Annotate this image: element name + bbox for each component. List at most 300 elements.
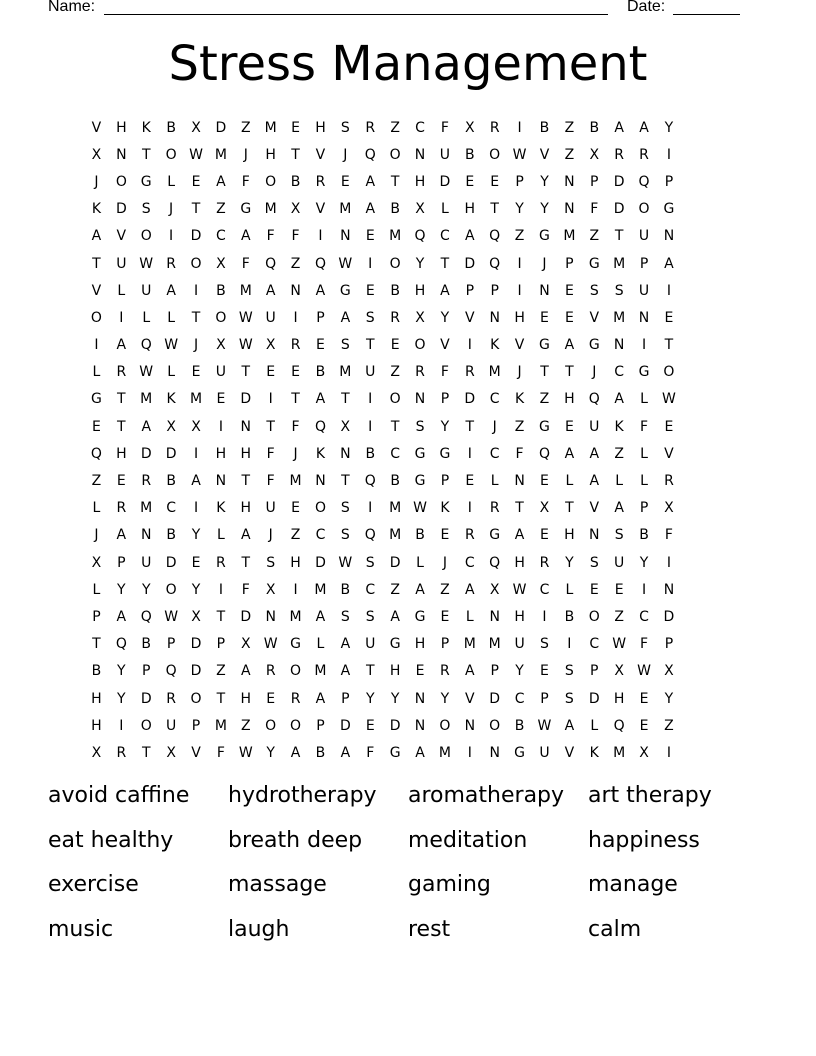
grid-letter: A xyxy=(415,744,425,761)
grid-letter: C xyxy=(365,581,376,598)
date-blank-line xyxy=(673,14,740,15)
grid-letter: A xyxy=(315,608,326,625)
grid-letter: J xyxy=(243,146,248,163)
grid-letter: O xyxy=(389,255,401,272)
grid-letter: S xyxy=(614,527,624,544)
word-bank-item: avoid caffine xyxy=(48,783,190,808)
grid-letter: S xyxy=(365,554,375,571)
grid-letter: A xyxy=(365,173,376,190)
grid-letter: M xyxy=(140,391,153,408)
grid-letter: I xyxy=(268,391,273,408)
grid-letter: T xyxy=(291,146,300,163)
grid-letter: W xyxy=(139,255,154,272)
grid-letter: W xyxy=(662,391,676,408)
grid-letter: Q xyxy=(140,608,152,625)
grid-letter: H xyxy=(265,146,276,163)
grid-letter: E xyxy=(564,418,574,435)
grid-letter: A xyxy=(415,581,425,598)
grid-letter: W xyxy=(612,636,627,653)
grid-letter: H xyxy=(290,554,301,571)
grid-letter: P xyxy=(490,282,499,299)
grid-letter: S xyxy=(340,337,350,354)
grid-letter: Y xyxy=(664,119,674,136)
grid-letter: C xyxy=(489,445,500,462)
grid-letter: R xyxy=(440,663,450,680)
grid-letter: T xyxy=(540,364,549,381)
grid-letter: M xyxy=(214,146,227,163)
grid-letter: S xyxy=(589,554,599,571)
grid-letter: O xyxy=(115,173,127,190)
grid-letter: M xyxy=(613,744,626,761)
grid-letter: I xyxy=(218,418,223,435)
grid-letter: Q xyxy=(638,173,650,190)
grid-letter: W xyxy=(189,146,203,163)
grid-letter: Y xyxy=(191,581,201,598)
grid-row xyxy=(84,413,732,440)
grid-letter: V xyxy=(440,337,450,354)
grid-letter: Q xyxy=(364,527,376,544)
grid-letter: D xyxy=(389,717,401,734)
grid-letter: Q xyxy=(613,717,625,734)
grid-letter: M xyxy=(389,527,402,544)
grid-letter: W xyxy=(338,554,353,571)
grid-letter: Z xyxy=(240,717,251,734)
grid-letter: A xyxy=(315,690,326,707)
grid-letter: S xyxy=(340,527,350,544)
grid-letter: G xyxy=(489,527,501,544)
grid-letter: P xyxy=(639,500,649,517)
grid-letter: P xyxy=(465,282,475,299)
grid-letter: L xyxy=(615,473,624,490)
grid-letter: Y xyxy=(440,690,450,707)
grid-letter: F xyxy=(266,445,275,462)
grid-letter: U xyxy=(514,636,525,653)
grid-letter: D xyxy=(489,690,501,707)
grid-letter: L xyxy=(316,636,325,653)
grid-letter: R xyxy=(166,690,176,707)
grid-letter: H xyxy=(514,608,525,625)
grid-letter: M xyxy=(339,364,352,381)
grid-letter: V xyxy=(465,309,475,326)
grid-letter: A xyxy=(241,527,251,544)
grid-letter: E xyxy=(465,173,475,190)
grid-letter: S xyxy=(540,636,549,653)
grid-letter: Y xyxy=(415,255,425,272)
grid-letter: F xyxy=(216,744,225,761)
grid-letter: X xyxy=(91,146,102,163)
grid-letter: K xyxy=(315,445,326,462)
grid-letter: I xyxy=(666,282,671,299)
grid-letter: A xyxy=(614,500,624,517)
grid-letter: K xyxy=(216,500,226,517)
grid-row xyxy=(84,196,732,223)
grid-letter: E xyxy=(291,364,300,381)
name-blank-line xyxy=(104,14,608,15)
grid-letter: X xyxy=(589,146,600,163)
grid-letter: F xyxy=(291,418,300,435)
grid-letter: V xyxy=(315,146,326,163)
grid-letter: L xyxy=(565,473,574,490)
grid-letter: C xyxy=(489,391,500,408)
grid-letter: E xyxy=(540,473,549,490)
grid-letter: G xyxy=(290,636,301,653)
grid-letter: A xyxy=(315,391,326,408)
grid-letter: P xyxy=(440,636,450,653)
grid-letter: E xyxy=(564,282,574,299)
grid-letter: I xyxy=(666,146,671,163)
grid-letter: A xyxy=(141,418,152,435)
grid-letter: F xyxy=(241,255,250,272)
word-bank-item: calm xyxy=(588,916,642,942)
grid-letter: N xyxy=(116,146,127,163)
word-bank-item: gaming xyxy=(408,872,491,897)
grid-letter: G xyxy=(414,608,426,625)
grid-letter: N xyxy=(489,608,500,625)
grid-letter: J xyxy=(343,146,348,163)
word-bank-item: meditation xyxy=(408,827,528,853)
grid-letter: O xyxy=(663,364,675,381)
grid-letter: V xyxy=(465,690,475,707)
grid-letter: B xyxy=(315,744,326,761)
grid-letter: M xyxy=(189,391,203,408)
grid-letter: A xyxy=(465,663,475,680)
grid-letter: Q xyxy=(489,255,501,272)
grid-letter: A xyxy=(241,228,251,245)
grid-letter: Q xyxy=(489,228,501,245)
grid-letter: E xyxy=(191,554,201,571)
grid-letter: V xyxy=(116,228,127,245)
grid-letter: R xyxy=(290,690,301,707)
grid-letter: G xyxy=(539,228,550,245)
grid-letter: Z xyxy=(440,581,450,598)
grid-letter: X xyxy=(489,581,500,598)
grid-letter: O xyxy=(190,255,202,272)
grid-letter: D xyxy=(315,554,326,571)
grid-letter: I xyxy=(467,445,472,462)
word-bank-item: art therapy xyxy=(588,783,712,808)
grid-letter: F xyxy=(640,636,649,653)
grid-letter: H xyxy=(414,282,426,299)
grid-letter: A xyxy=(589,473,600,490)
grid-letter: D xyxy=(464,255,476,272)
grid-letter: A xyxy=(564,717,575,734)
grid-letter: Y xyxy=(440,309,450,326)
grid-letter: I xyxy=(467,744,472,761)
grid-letter: I xyxy=(368,500,373,517)
grid-letter: P xyxy=(440,473,450,490)
grid-letter: A xyxy=(440,282,450,299)
grid-letter: S xyxy=(614,282,624,299)
grid-letter: F xyxy=(266,473,275,490)
grid-letter: K xyxy=(440,500,450,517)
grid-letter: F xyxy=(515,445,524,462)
grid-letter: D xyxy=(389,554,401,571)
grid-letter: C xyxy=(166,500,176,517)
grid-letter: L xyxy=(416,554,424,571)
grid-letter: T xyxy=(92,255,101,272)
grid-letter: O xyxy=(314,500,326,517)
grid-letter: F xyxy=(366,744,375,761)
grid-letter: T xyxy=(515,500,524,517)
grid-letter: A xyxy=(614,119,624,136)
grid-letter: R xyxy=(365,119,376,136)
grid-letter: Z xyxy=(390,119,400,136)
grid-letter: X xyxy=(216,255,226,272)
grid-letter: T xyxy=(191,201,201,218)
grid-letter: E xyxy=(365,282,375,299)
grid-letter: W xyxy=(164,608,179,625)
grid-letter: J xyxy=(94,173,99,190)
grid-letter: E xyxy=(465,473,475,490)
grid-letter: I xyxy=(318,228,323,245)
grid-letter: Y xyxy=(117,690,126,707)
grid-letter: R xyxy=(639,146,649,163)
grid-letter: P xyxy=(540,690,549,707)
grid-letter: E xyxy=(490,173,500,190)
grid-letter: S xyxy=(266,554,276,571)
grid-letter: V xyxy=(191,744,201,761)
grid-letter: E xyxy=(540,527,549,544)
grid-letter: P xyxy=(515,173,524,190)
grid-letter: N xyxy=(663,581,675,598)
grid-letter: G xyxy=(588,255,600,272)
grid-letter: M xyxy=(563,228,576,245)
grid-letter: P xyxy=(639,255,649,272)
grid-letter: E xyxy=(266,364,276,381)
grid-letter: W xyxy=(512,581,527,598)
grid-letter: I xyxy=(517,255,522,272)
grid-letter: Z xyxy=(216,663,226,680)
grid-letter: H xyxy=(414,173,426,190)
grid-letter: U xyxy=(165,717,177,734)
word-bank-item: breath deep xyxy=(228,827,363,853)
grid-letter: Z xyxy=(240,119,251,136)
grid-letter: R xyxy=(614,146,625,163)
grid-letter: H xyxy=(91,717,102,734)
grid-letter: Z xyxy=(216,201,226,218)
grid-letter: C xyxy=(315,527,326,544)
grid-letter: P xyxy=(590,663,599,680)
grid-letter: T xyxy=(92,636,101,653)
grid-letter: A xyxy=(365,201,376,218)
grid-letter: C xyxy=(440,228,450,245)
grid-letter: M xyxy=(389,228,402,245)
grid-letter: K xyxy=(514,391,525,408)
grid-letter: I xyxy=(542,608,547,625)
grid-letter: G xyxy=(140,173,152,190)
grid-letter: Q xyxy=(165,663,177,680)
grid-letter: N xyxy=(589,527,600,544)
grid-letter: A xyxy=(290,744,301,761)
grid-letter: D xyxy=(115,201,127,218)
grid-letter: H xyxy=(116,445,127,462)
grid-letter: T xyxy=(440,255,450,272)
grid-letter: I xyxy=(368,255,373,272)
grid-letter: X xyxy=(191,418,201,435)
grid-letter: J xyxy=(592,364,597,381)
grid-letter: B xyxy=(390,282,400,299)
grid-letter: R xyxy=(315,173,326,190)
grid-letter: G xyxy=(91,391,102,408)
grid-letter: D xyxy=(190,228,202,245)
grid-letter: A xyxy=(564,445,575,462)
grid-letter: Z xyxy=(564,119,575,136)
grid-letter: P xyxy=(664,636,674,653)
grid-letter: B xyxy=(166,527,176,544)
grid-letter: O xyxy=(389,391,401,408)
grid-row xyxy=(84,332,732,359)
grid-letter: D xyxy=(140,690,152,707)
grid-letter: D xyxy=(439,173,451,190)
grid-letter: M xyxy=(613,255,626,272)
grid-letter: R xyxy=(116,744,127,761)
grid-letter: Y xyxy=(365,690,375,707)
grid-letter: V xyxy=(589,500,600,517)
grid-letter: X xyxy=(216,337,226,354)
grid-letter: A xyxy=(564,337,575,354)
grid-letter: H xyxy=(240,445,252,462)
grid-letter: H xyxy=(613,690,625,707)
grid-letter: P xyxy=(490,663,499,680)
grid-letter: N xyxy=(638,309,650,326)
grid-letter: P xyxy=(166,636,176,653)
grid-letter: C xyxy=(514,690,525,707)
word-bank-item: eat healthy xyxy=(48,827,174,853)
grid-letter: A xyxy=(191,473,201,490)
grid-letter: Z xyxy=(91,473,102,490)
grid-letter: N xyxy=(489,744,500,761)
grid-letter: C xyxy=(589,636,600,653)
grid-letter: I xyxy=(368,418,373,435)
grid-letter: X xyxy=(664,663,674,680)
grid-letter: T xyxy=(490,201,499,218)
grid-letter: N xyxy=(539,282,550,299)
word-bank-item: laugh xyxy=(228,916,290,942)
grid-letter: M xyxy=(289,608,302,625)
grid-letter: X xyxy=(415,309,425,326)
grid-letter: X xyxy=(166,744,176,761)
grid-letter: A xyxy=(315,282,326,299)
grid-letter: O xyxy=(489,717,501,734)
grid-letter: E xyxy=(564,309,574,326)
grid-letter: J xyxy=(169,201,174,218)
grid-letter: F xyxy=(664,527,673,544)
name-label: Name: xyxy=(48,0,96,15)
grid-letter: U xyxy=(265,309,276,326)
grid-letter: P xyxy=(142,663,151,680)
grid-letter: A xyxy=(116,527,127,544)
grid-letter: A xyxy=(664,255,674,272)
grid-row xyxy=(84,522,732,549)
grid-letter: E xyxy=(291,500,300,517)
grid-letter: G xyxy=(389,636,401,653)
grid-letter: J xyxy=(293,445,298,462)
grid-letter: W xyxy=(238,309,253,326)
grid-letter: O xyxy=(265,173,277,190)
grid-letter: H xyxy=(215,445,227,462)
grid-letter: N xyxy=(663,228,675,245)
grid-letter: L xyxy=(92,364,101,381)
grid-letter: F xyxy=(640,418,649,435)
grid-letter: O xyxy=(215,309,227,326)
grid-letter: V xyxy=(315,201,326,218)
grid-letter: D xyxy=(165,554,177,571)
grid-letter: D xyxy=(140,445,152,462)
grid-letter: M xyxy=(264,119,277,136)
grid-letter: F xyxy=(590,201,599,218)
grid-letter: T xyxy=(390,418,400,435)
grid-letter: R xyxy=(464,364,475,381)
grid-letter: M xyxy=(438,744,451,761)
grid-row xyxy=(84,168,732,195)
grid-letter: Y xyxy=(117,663,126,680)
grid-letter: P xyxy=(117,554,126,571)
grid-letter: E xyxy=(216,391,226,408)
page-title: Stress Management xyxy=(168,36,648,92)
grid-row xyxy=(84,386,732,413)
grid-letter: D xyxy=(588,690,600,707)
grid-letter: G xyxy=(514,744,526,761)
grid-letter: P xyxy=(216,636,226,653)
grid-letter: Y xyxy=(515,663,524,680)
grid-letter: B xyxy=(166,119,176,136)
grid-letter: I xyxy=(666,744,671,761)
grid-letter: C xyxy=(614,364,625,381)
grid-letter: O xyxy=(90,309,102,326)
grid-letter: U xyxy=(539,744,550,761)
grid-letter: R xyxy=(664,473,674,490)
grid-letter: Y xyxy=(540,173,549,190)
grid-letter: E xyxy=(589,581,599,598)
grid-letter: O xyxy=(414,337,426,354)
grid-letter: C xyxy=(464,554,475,571)
grid-row xyxy=(84,739,732,766)
grid-letter: E xyxy=(639,690,649,707)
grid-letter: G xyxy=(539,337,550,354)
grid-letter: M xyxy=(289,473,302,490)
grid-letter: N xyxy=(315,473,326,490)
grid-letter: N xyxy=(613,337,625,354)
grid-letter: X xyxy=(191,608,201,625)
grid-letter: K xyxy=(490,337,500,354)
grid-letter: P xyxy=(664,173,674,190)
grid-letter: R xyxy=(464,527,475,544)
grid-letter: Y xyxy=(565,554,574,571)
grid-letter: A xyxy=(465,228,475,245)
grid-letter: R xyxy=(390,309,400,326)
grid-letter: X xyxy=(166,418,176,435)
grid-letter: T xyxy=(664,337,674,354)
grid-letter: T xyxy=(141,146,151,163)
grid-letter: H xyxy=(564,527,575,544)
word-bank xyxy=(48,778,768,956)
grid-letter: Z xyxy=(390,364,400,381)
grid-letter: E xyxy=(191,364,201,381)
grid-row xyxy=(84,712,732,739)
grid-letter: H xyxy=(240,690,252,707)
grid-letter: A xyxy=(514,527,525,544)
grid-letter: N xyxy=(290,282,301,299)
grid-letter: G xyxy=(663,201,675,218)
grid-letter: G xyxy=(414,445,426,462)
grid-letter: U xyxy=(141,554,152,571)
grid-letter: E xyxy=(664,418,674,435)
grid-letter: T xyxy=(241,364,251,381)
word-bank-item: manage xyxy=(588,872,678,897)
grid-letter: E xyxy=(664,309,674,326)
grid-letter: J xyxy=(542,255,547,272)
grid-letter: P xyxy=(341,690,350,707)
